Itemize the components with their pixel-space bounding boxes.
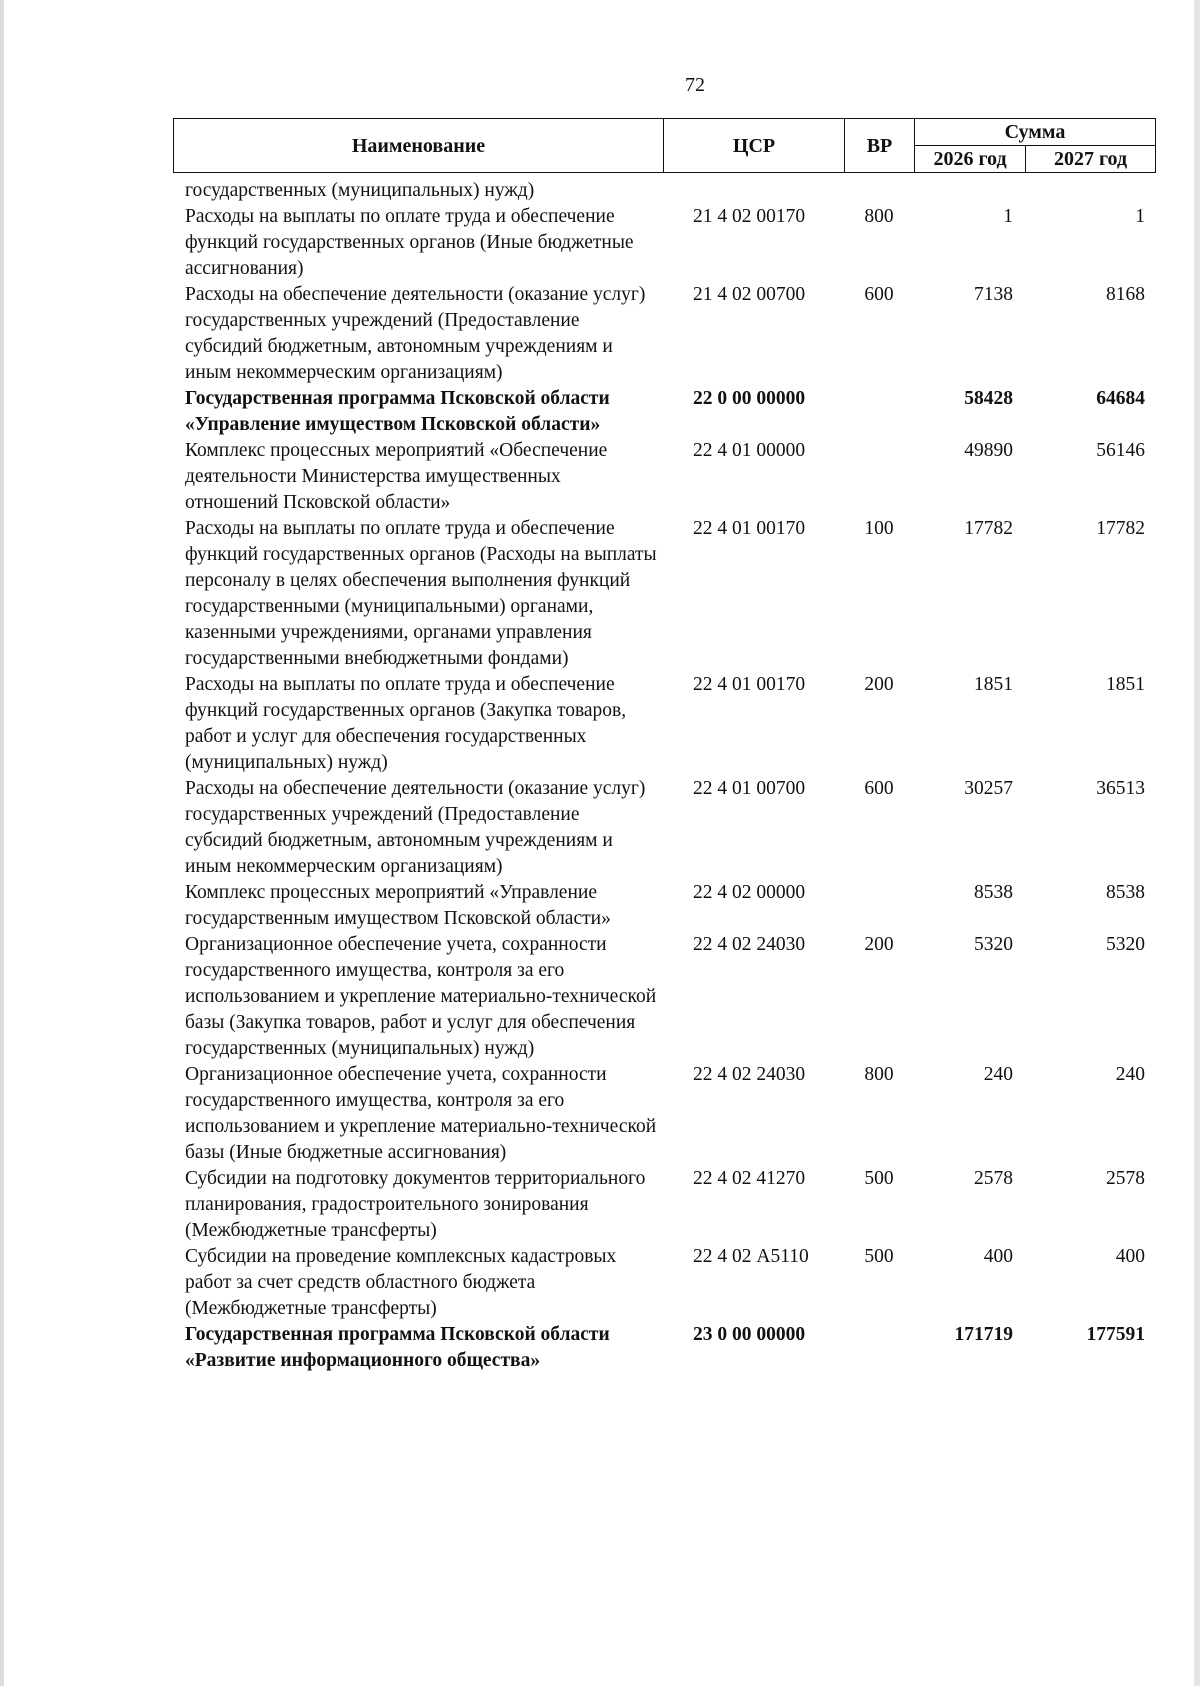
row-vr-code: 800 <box>864 206 894 227</box>
row-amount-2026: 7138 <box>974 284 1013 305</box>
row-amount-2027: 64684 <box>1096 388 1145 409</box>
table-header <box>173 118 1156 173</box>
row-csr-code: 23 0 00 00000 <box>693 1324 806 1345</box>
row-amount-2027: 17782 <box>1096 518 1145 539</box>
page-number: 72 <box>685 74 705 96</box>
row-csr-code: 22 4 01 00000 <box>693 440 806 461</box>
row-name: Комплекс процессных мероприятий «Обеспечение деятельности Министерства имущественных отношений Псковской области» <box>185 440 608 513</box>
row-name: Государственная программа Псковской области «Управление имуществом Псковской области» <box>185 388 610 435</box>
row-name: Расходы на выплаты по оплате труда и обеспечение функций государственных органов (Расходы на выплаты персоналу в целях обеспечения выполнения функций государственными (муниципальными) органами, казенными учреждениями, органами управления государственными внебюджетными фондами) <box>185 518 657 669</box>
scan-left-edge <box>0 0 4 1686</box>
row-csr-code <box>663 176 844 204</box>
row-csr-code: 22 4 02 А5110 <box>693 1246 809 1267</box>
row-csr-code: 21 4 02 00170 <box>693 206 806 227</box>
table-row <box>173 1322 1155 1374</box>
row-name: Субсидии на подготовку документов территориального планирования, градостроительного зонирования (Межбюджетные трансферты) <box>185 1168 646 1241</box>
header-year-2026: 2026 год <box>915 146 1026 173</box>
row-vr-code <box>844 438 914 516</box>
row-amount-2026: 17782 <box>964 518 1013 539</box>
row-amount-2027: 8168 <box>1106 284 1145 305</box>
table-row <box>173 1244 1155 1322</box>
row-name: Организационное обеспечение учета, сохранности государственного имущества, контроля за его использованием и укрепление материально-технической базы (Иные бюджетные ассигнования) <box>185 1064 657 1163</box>
row-amount-2027: 177591 <box>1086 1324 1145 1345</box>
row-name: Комплекс процессных мероприятий «Управление государственным имуществом Псковской области» <box>185 882 611 929</box>
row-name: Организационное обеспечение учета, сохранности государственного имущества, контроля за его использованием и укрепление материально-технической базы (Закупка товаров, работ и услуг для обеспечения государственных (муниципальных) нужд) <box>185 934 657 1059</box>
row-vr-code: 200 <box>864 934 894 955</box>
table-row <box>173 1062 1155 1166</box>
row-amount-2026: 30257 <box>964 778 1013 799</box>
row-amount-2027: 2578 <box>1106 1168 1145 1189</box>
row-name: Государственная программа Псковской области «Развитие информационного общества» <box>185 1324 610 1371</box>
row-amount-2027: 56146 <box>1096 440 1145 461</box>
row-amount-2026: 240 <box>983 1064 1013 1085</box>
table-row <box>173 176 1155 204</box>
row-csr-code: 21 4 02 00700 <box>693 284 806 305</box>
row-csr-code: 22 4 01 00170 <box>693 518 806 539</box>
header-csr: ЦСР <box>664 119 845 173</box>
header-name: Наименование <box>174 119 664 173</box>
row-vr-code: 200 <box>864 674 894 695</box>
budget-table <box>173 176 1155 1374</box>
row-csr-code: 22 4 02 41270 <box>693 1168 806 1189</box>
header-vr: ВР <box>845 119 915 173</box>
row-amount-2027: 400 <box>1115 1246 1145 1267</box>
row-vr-code <box>844 386 914 438</box>
table-row <box>173 438 1155 516</box>
table-row <box>173 672 1155 776</box>
table-row <box>173 516 1155 672</box>
table-row <box>173 776 1155 880</box>
row-amount-2026: 49890 <box>964 440 1013 461</box>
row-amount-2026 <box>914 176 1025 204</box>
row-csr-code: 22 4 01 00170 <box>693 674 806 695</box>
row-vr-code <box>844 1322 914 1374</box>
header-year-2027: 2027 год <box>1026 146 1156 173</box>
row-name: Расходы на выплаты по оплате труда и обеспечение функций государственных органов (Иные бюджетные ассигнования) <box>185 206 634 279</box>
row-amount-2026: 5320 <box>974 934 1013 955</box>
row-amount-2027: 1851 <box>1106 674 1145 695</box>
row-amount-2027: 1 <box>1135 206 1145 227</box>
scan-right-edge <box>1194 0 1200 1686</box>
row-amount-2026: 2578 <box>974 1168 1013 1189</box>
row-name: Расходы на обеспечение деятельности (оказание услуг) государственных учреждений (Предоставление субсидий бюджетным, автономным учреждениям и иным некоммерческим организациям) <box>185 284 646 383</box>
table-row <box>173 880 1155 932</box>
table-row <box>173 386 1155 438</box>
row-amount-2026: 1851 <box>974 674 1013 695</box>
row-vr-code: 800 <box>864 1064 894 1085</box>
row-csr-code: 22 4 01 00700 <box>693 778 806 799</box>
row-amount-2027: 8538 <box>1106 882 1145 903</box>
row-vr-code: 600 <box>864 778 894 799</box>
row-csr-code: 22 4 02 24030 <box>693 1064 806 1085</box>
table-row <box>173 932 1155 1062</box>
row-csr-code: 22 0 00 00000 <box>693 388 806 409</box>
row-amount-2026: 1 <box>1003 206 1013 227</box>
row-vr-code: 100 <box>864 518 894 539</box>
table-row <box>173 1166 1155 1244</box>
row-csr-code: 22 4 02 24030 <box>693 934 806 955</box>
row-vr-code: 500 <box>864 1246 894 1267</box>
row-amount-2026: 58428 <box>964 388 1013 409</box>
row-name: Субсидии на проведение комплексных кадастровых работ за счет средств областного бюджета (Межбюджетные трансферты) <box>185 1246 617 1319</box>
row-name: Расходы на выплаты по оплате труда и обеспечение функций государственных органов (Закупка товаров, работ и услуг для обеспечения государственных (муниципальных) нужд) <box>185 674 627 773</box>
row-name: Расходы на обеспечение деятельности (оказание услуг) государственных учреждений (Предоставление субсидий бюджетным, автономным учреждениям и иным некоммерческим организациям) <box>185 778 646 877</box>
row-amount-2027: 240 <box>1115 1064 1145 1085</box>
row-csr-code: 22 4 02 00000 <box>693 882 806 903</box>
row-amount-2027: 36513 <box>1096 778 1145 799</box>
row-amount-2027 <box>1025 176 1155 204</box>
row-vr-code <box>844 880 914 932</box>
row-vr-code <box>844 176 914 204</box>
row-amount-2027: 5320 <box>1106 934 1145 955</box>
table-row <box>173 204 1155 282</box>
header-sum: Сумма <box>915 119 1156 146</box>
row-vr-code: 500 <box>864 1168 894 1189</box>
row-amount-2026: 8538 <box>974 882 1013 903</box>
table-row <box>173 282 1155 386</box>
row-amount-2026: 171719 <box>954 1324 1013 1345</box>
row-name: государственных (муниципальных) нужд) <box>185 180 535 201</box>
row-vr-code: 600 <box>864 284 894 305</box>
row-amount-2026: 400 <box>983 1246 1013 1267</box>
budget-table-body <box>173 176 1155 1374</box>
